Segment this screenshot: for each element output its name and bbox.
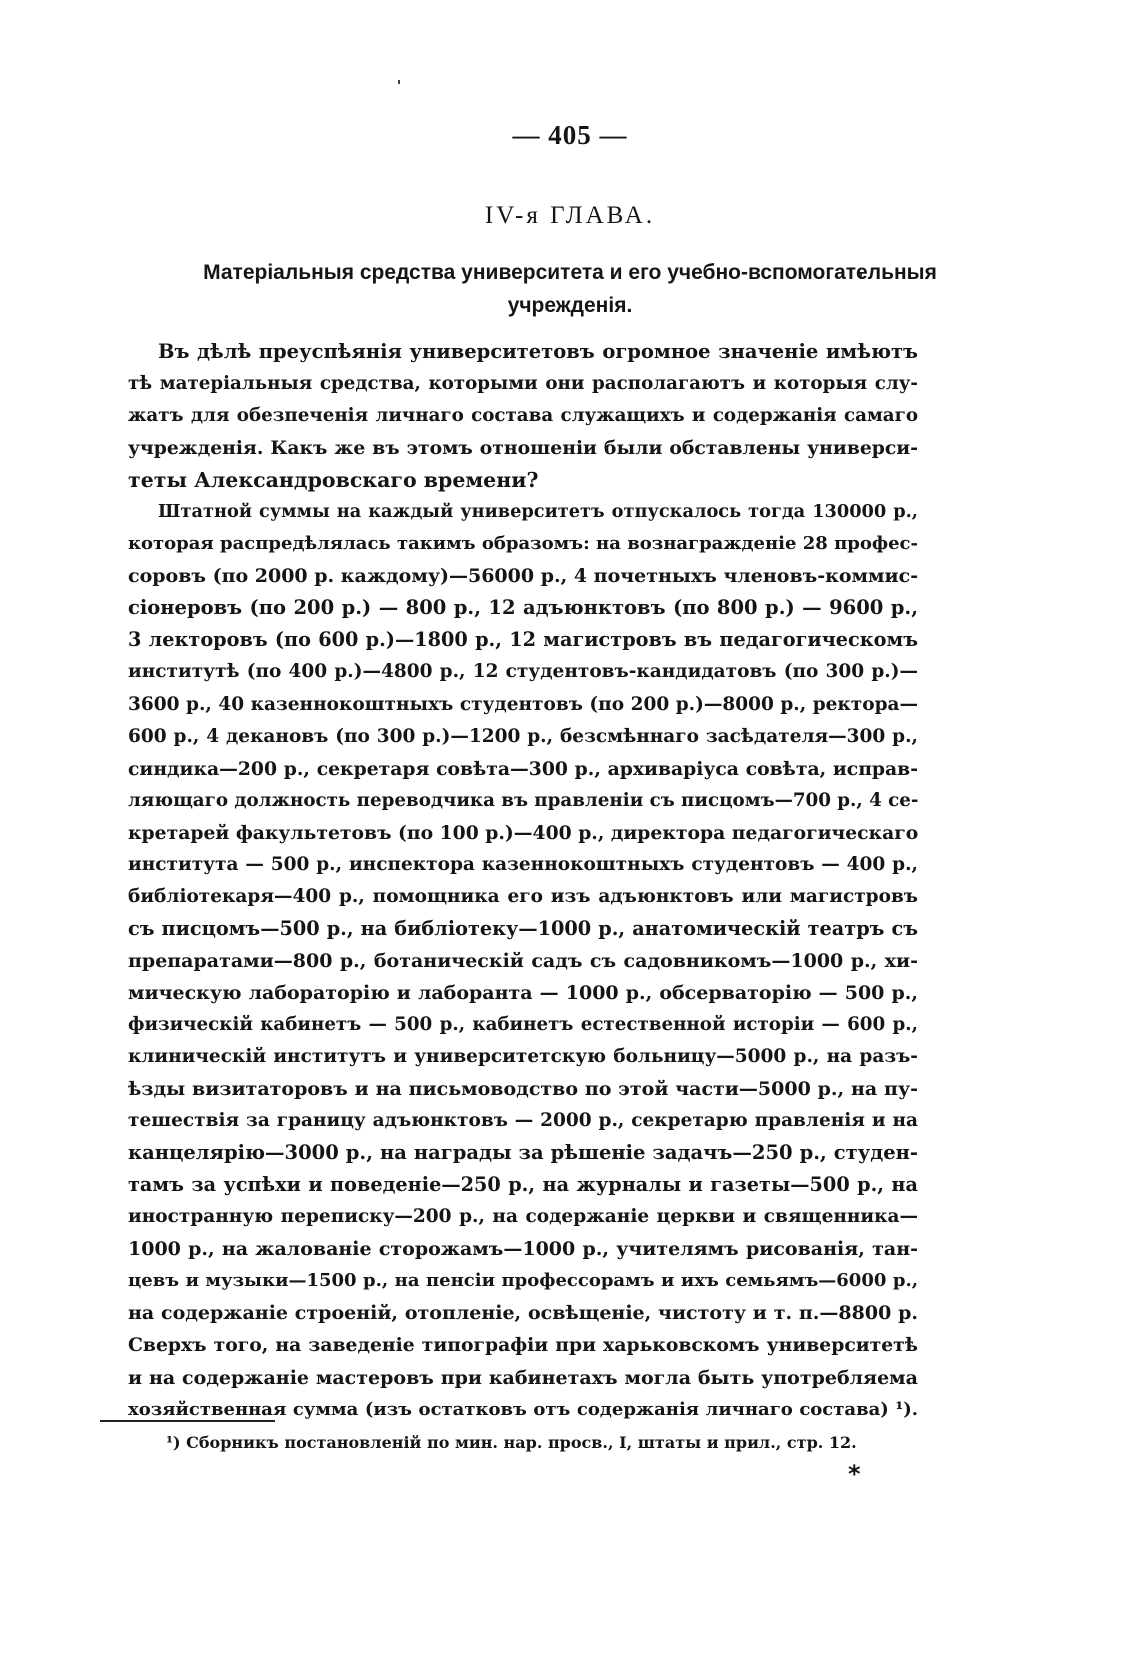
text-line: физическій кабинетъ — 500 р., кабинетъ естественной исторіи — 600 р.,: [128, 1013, 918, 1035]
text-line: 1000 р., на жалованіе сторожамъ—1000 р., учителямъ рисованія, тан-: [128, 1238, 918, 1261]
text-line: 3600 р., 40 казеннокоштныхъ студентовъ (по 200 р.)—8000 р., ректора—: [128, 693, 918, 715]
text-line: тамъ за успѣхи и поведеніе—250 р., на журналы и газеты—500 р., на: [128, 1173, 918, 1197]
text-line: Штатной суммы на каждый университетъ отпускалось тогда 130000 р.,: [158, 501, 918, 523]
paragraph-1: [128, 336, 918, 496]
text-line: библіотекаря—400 р., помощника его изъ адъюнктовъ или магистровъ: [128, 885, 918, 907]
text-line: ѣзды визитаторовъ и на письмоводство по этой части—5000 р., на пу-: [128, 1078, 918, 1101]
text-line: которая распредѣлялась такимъ образомъ: на вознагражденіе 28 профес-: [128, 533, 918, 555]
text-line: канцелярію—3000 р., на награды за рѣшеніе задачъ—250 р., студен-: [128, 1141, 918, 1165]
paragraph-2: [128, 496, 918, 1425]
text-line: синдика—200 р., секретаря совѣта—300 р., архиваріуса совѣта, исправ-: [128, 757, 918, 780]
text-line: соровъ (по 2000 р. каждому)—56000 р., 4 почетныхъ членовъ-коммис-: [128, 565, 919, 588]
page-number: — 405 —: [512, 120, 628, 150]
text-line: кретарей факультетовъ (по 100 р.)—400 р., директора педагогическаго: [128, 821, 919, 844]
text-line: клиническій институтъ и университетскую больницу—5000 р., на разъ-: [128, 1046, 918, 1068]
text-line: институтѣ (по 400 р.)—4800 р., 12 студентовъ-кандидатовъ (по 300 р.)—: [128, 661, 918, 683]
footnote-rule: [100, 1420, 275, 1422]
text-line: теты Александровскаго времени?: [128, 468, 539, 493]
text-line: на содержаніе строеній, отопленіе, освѣщеніе, чистоту и т. п.—8800 р.: [128, 1302, 918, 1325]
text-line: мическую лабораторію и лаборанта — 1000 р., обсерваторію — 500 р.,: [128, 981, 918, 1004]
print-speck: [398, 80, 400, 84]
text-line: цевъ и музыки—1500 р., на пенсіи профессорамъ и ихъ семьямъ—6000 р.,: [128, 1270, 918, 1292]
text-line: тешествія за границу адъюнктовъ — 2000 р., секретарю правленія и на: [128, 1110, 918, 1132]
subtitle-line: учрежденія.: [507, 294, 633, 317]
footnote: ¹) Сборникъ постановленій по мин. нар. просв., I, штаты и прил., стр. 12.: [166, 1433, 857, 1452]
text-line: хозяйственная сумма (изъ остатковъ отъ содержанія личнаго состава) ¹).: [128, 1398, 918, 1420]
text-line: препаратами—800 р., ботаническій садъ съ садовникомъ—1000 р., хи-: [128, 949, 918, 972]
text-line: иностранную переписку—200 р., на содержаніе церкви и священника—: [128, 1206, 918, 1228]
body-text: [128, 336, 918, 1426]
text-line: Сверхъ того, на заведеніе типографіи при харьковскомъ университетѣ: [128, 1334, 918, 1357]
text-line: учрежденія. Какъ же въ этомъ отношеніи были обставлены универси-: [128, 437, 918, 460]
text-line: сіонеровъ (по 200 р.) — 800 р., 12 адъюнктовъ (по 800 р.) — 9600 р.,: [128, 596, 918, 620]
text-line: тѣ матеріальныя средства, которыми они располагаютъ и которыя слу-: [128, 373, 918, 395]
text-line: 600 р., 4 декановъ (по 300 р.)—1200 р., безсмѣннаго засѣдателя—300 р.,: [128, 725, 918, 747]
chapter-title: IV-я ГЛАВА.: [484, 202, 656, 229]
text-line: 3 лекторовъ (по 600 р.)—1800 р., 12 магистровъ въ педагогическомъ: [128, 628, 918, 652]
subtitle-line: Матеріальныя средства университета и его учебно-вспомогательныя: [203, 261, 937, 284]
text-line: жатъ для обезпеченія личнаго состава служащихъ и содержанія самаго: [128, 405, 918, 427]
text-line: Въ дѣлѣ преуспѣянія университетовъ огромное значеніе имѣютъ: [158, 340, 918, 363]
text-line: института — 500 р., инспектора казеннокоштныхъ студентовъ — 400 р.,: [128, 853, 918, 875]
text-line: и на содержаніе мастеровъ при кабинетахъ могла быть употребляема: [128, 1366, 918, 1389]
signature-mark: *: [848, 1460, 861, 1488]
chapter-subtitle: [110, 256, 1030, 322]
text-line: ляющаго должность переводчика въ правленіи съ писцомъ—700 р., 4 се-: [128, 789, 919, 811]
text-line: съ писцомъ—500 р., на библіотеку—1000 р., анатомическій театръ съ: [128, 916, 918, 940]
